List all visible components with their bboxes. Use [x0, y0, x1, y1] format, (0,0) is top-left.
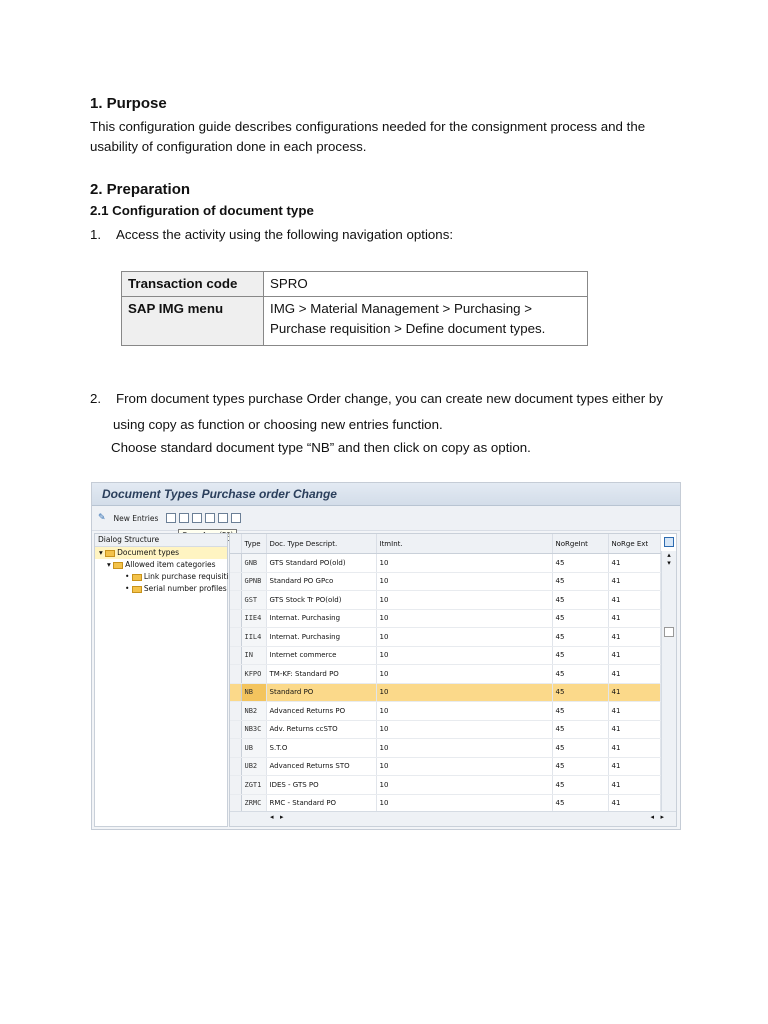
undo-icon[interactable] [192, 513, 202, 523]
row-selector[interactable] [230, 720, 241, 739]
column-header-number-range-internal[interactable]: NoRgeInt [552, 534, 608, 554]
folder-open-icon [105, 550, 115, 557]
nav-key: SAP IMG menu [122, 297, 264, 346]
cell-number-range-external[interactable]: 41 [608, 609, 660, 628]
horizontal-scrollbar[interactable] [230, 811, 676, 826]
cell-number-range-internal[interactable]: 45 [552, 683, 608, 702]
cell-type[interactable]: KFPO [241, 665, 266, 684]
table-row[interactable] [230, 665, 660, 684]
expand-arrow-icon[interactable]: ▾ [99, 548, 103, 557]
column-header-type[interactable]: Type [241, 534, 266, 554]
table-row[interactable] [230, 609, 660, 628]
vertical-scrollbar[interactable] [661, 551, 676, 825]
cell-type[interactable]: NB3C [241, 720, 266, 739]
scroll-right-icon[interactable]: ▸ [660, 813, 664, 821]
cell-description[interactable]: Internet commerce [266, 646, 376, 665]
cell-description[interactable]: TM-KF: Standard PO [266, 665, 376, 684]
cell-item-interval[interactable]: 10 [376, 720, 552, 739]
tree-item-link-purchase-requisition[interactable] [95, 571, 227, 583]
step-1 [90, 227, 453, 242]
cell-number-range-internal[interactable]: 45 [552, 757, 608, 776]
cell-description[interactable]: Standard PO [266, 683, 376, 702]
cell-number-range-internal[interactable]: 45 [552, 591, 608, 610]
column-header-number-range-external[interactable]: NoRge Ext [608, 534, 660, 554]
cell-type[interactable]: IIE4 [241, 609, 266, 628]
copy-as-icon[interactable] [166, 513, 176, 523]
cell-description[interactable]: Internat. Purchasing [266, 609, 376, 628]
sap-screenshot [91, 482, 681, 830]
step-2-continuation: using copy as function or choosing new entries function. [113, 417, 443, 432]
nav-key: Transaction code [122, 272, 264, 297]
expand-arrow-icon[interactable]: ▾ [107, 560, 111, 569]
cell-description[interactable]: GTS Stock Tr PO(old) [266, 591, 376, 610]
table-row [122, 272, 588, 297]
purpose-text: This configuration guide describes configurations needed for the consignment process and the usability of configuration done in each process. [90, 119, 646, 154]
tree-item-allowed-item-categories[interactable] [95, 559, 227, 571]
cell-item-interval[interactable]: 10 [376, 609, 552, 628]
table-row[interactable] [230, 794, 660, 813]
select-block-icon[interactable] [218, 513, 228, 523]
cell-type[interactable]: GPNB [241, 572, 266, 591]
cell-item-interval[interactable]: 10 [376, 665, 552, 684]
tree-item-label: Document types [117, 548, 180, 557]
delete-icon[interactable] [179, 513, 189, 523]
cell-type[interactable]: ZRMC [241, 794, 266, 813]
table-row[interactable] [230, 776, 660, 795]
cell-number-range-external[interactable]: 41 [608, 628, 660, 647]
scroll-left-icon[interactable]: ◂ [270, 813, 274, 821]
cell-type[interactable]: IN [241, 646, 266, 665]
cell-number-range-external[interactable]: 41 [608, 665, 660, 684]
cell-type[interactable]: NB [241, 683, 266, 702]
scroll-up-icon[interactable]: ▴ [667, 551, 671, 559]
cell-number-range-external[interactable]: 41 [608, 591, 660, 610]
row-selector[interactable] [230, 794, 241, 813]
column-header-item-interval[interactable]: ItmInt. [376, 534, 552, 554]
step-2 [90, 386, 690, 438]
row-selector[interactable] [230, 739, 241, 758]
select-all-icon[interactable] [205, 513, 215, 523]
sap-window-title: Document Types Purchase order Change [92, 483, 680, 506]
row-selector[interactable] [230, 646, 241, 665]
step-2-text: From document types purchase Order change, you can create new document types either by [116, 391, 663, 406]
cell-number-range-external[interactable]: 41 [608, 757, 660, 776]
step-1-text: Access the activity using the following navigation options: [116, 227, 454, 242]
bullet-icon: • [125, 584, 130, 593]
cell-type[interactable]: IIL4 [241, 628, 266, 647]
cell-item-interval[interactable]: 10 [376, 591, 552, 610]
row-selector[interactable] [230, 702, 241, 721]
table-row[interactable] [230, 591, 660, 610]
deselect-all-icon[interactable] [231, 513, 241, 523]
row-selector[interactable] [230, 776, 241, 795]
cell-number-range-external[interactable]: 41 [608, 572, 660, 591]
cell-number-range-internal[interactable]: 45 [552, 628, 608, 647]
cell-type[interactable]: ZGT1 [241, 776, 266, 795]
cell-number-range-internal[interactable]: 45 [552, 554, 608, 573]
cell-number-range-external[interactable]: 41 [608, 683, 660, 702]
scroll-thumb[interactable] [664, 627, 674, 637]
cell-number-range-internal[interactable]: 45 [552, 702, 608, 721]
cell-number-range-internal[interactable]: 45 [552, 720, 608, 739]
cell-description[interactable]: GTS Standard PO(old) [266, 554, 376, 573]
cell-description[interactable]: Standard PO GPco [266, 572, 376, 591]
cell-number-range-external[interactable]: 41 [608, 739, 660, 758]
cell-number-range-internal[interactable]: 45 [552, 609, 608, 628]
tree-item-serial-number-profiles[interactable] [95, 583, 227, 595]
cell-number-range-external[interactable]: 41 [608, 554, 660, 573]
tree-item-label: Allowed item categories [125, 560, 216, 569]
table-settings-icon[interactable] [664, 537, 674, 547]
tree-item-label: Serial number profiles [143, 584, 227, 593]
column-header-description[interactable]: Doc. Type Descript. [266, 534, 376, 554]
cell-item-interval[interactable]: 10 [376, 683, 552, 702]
cell-type[interactable]: GNB [241, 554, 266, 573]
cell-type[interactable]: UB2 [241, 757, 266, 776]
sap-toolbar [92, 506, 680, 531]
table-row[interactable] [230, 720, 660, 739]
purpose-heading: 1. Purpose [90, 95, 167, 112]
cell-number-range-internal[interactable]: 45 [552, 776, 608, 795]
cell-description[interactable]: Advanced Returns PO [266, 702, 376, 721]
table-row[interactable] [230, 702, 660, 721]
step-2-number: 2. [90, 391, 102, 406]
table-row[interactable] [230, 739, 660, 758]
cell-item-interval[interactable]: 10 [376, 702, 552, 721]
cell-item-interval[interactable]: 10 [376, 572, 552, 591]
row-selector[interactable] [230, 572, 241, 591]
cell-item-interval[interactable]: 10 [376, 757, 552, 776]
table-row[interactable] [230, 554, 660, 573]
cell-number-range-internal[interactable]: 45 [552, 739, 608, 758]
scroll-left-icon[interactable]: ◂ [650, 813, 654, 821]
cell-description[interactable]: Advanced Returns STO [266, 757, 376, 776]
folder-icon [132, 574, 142, 581]
row-selector[interactable] [230, 757, 241, 776]
cell-description[interactable]: RMC - Standard PO [266, 794, 376, 813]
folder-icon [113, 562, 123, 569]
dialog-structure-header: Dialog Structure [95, 534, 227, 547]
cell-number-range-internal[interactable]: 45 [552, 646, 608, 665]
cell-description[interactable]: IDES - GTS PO [266, 776, 376, 795]
dialog-structure-panel [94, 533, 228, 827]
cell-number-range-external[interactable]: 41 [608, 646, 660, 665]
cell-number-range-internal[interactable]: 45 [552, 572, 608, 591]
preparation-heading: 2. Preparation [90, 181, 191, 198]
tree-item-document-types[interactable] [95, 547, 227, 559]
cell-description[interactable]: S.T.O [266, 739, 376, 758]
scroll-right-icon[interactable]: ▸ [280, 813, 284, 821]
cell-type[interactable]: GST [241, 591, 266, 610]
table-row[interactable] [230, 757, 660, 776]
table-row[interactable] [230, 572, 660, 591]
cell-item-interval[interactable]: 10 [376, 646, 552, 665]
step-2-note: Choose standard document type “NB” and then click on copy as option. [111, 440, 531, 455]
row-selector[interactable] [230, 628, 241, 647]
row-selector[interactable] [230, 683, 241, 702]
row-selector[interactable] [230, 609, 241, 628]
cell-description[interactable]: Adv. Returns ccSTO [266, 720, 376, 739]
document-types-table [229, 533, 677, 827]
cell-item-interval[interactable]: 10 [376, 794, 552, 813]
change-display-icon[interactable]: ✎ [98, 513, 106, 523]
row-selector-header[interactable] [230, 534, 241, 554]
cell-number-range-external[interactable]: 41 [608, 794, 660, 813]
cell-item-interval[interactable]: 10 [376, 739, 552, 758]
cell-number-range-external[interactable]: 41 [608, 720, 660, 739]
table-row[interactable] [230, 683, 660, 702]
step-1-number: 1. [90, 227, 102, 242]
cell-number-range-internal[interactable]: 45 [552, 794, 608, 813]
cell-number-range-internal[interactable]: 45 [552, 665, 608, 684]
row-selector[interactable] [230, 554, 241, 573]
subsection-heading: 2.1 Configuration of document type [90, 203, 314, 218]
row-selector[interactable] [230, 591, 241, 610]
folder-icon [132, 586, 142, 593]
cell-item-interval[interactable]: 10 [376, 628, 552, 647]
nav-value: SPRO [264, 272, 588, 297]
nav-value: IMG > Material Management > Purchasing > Purchase requisition > Define document types. [264, 297, 588, 346]
row-selector[interactable] [230, 665, 241, 684]
cell-item-interval[interactable]: 10 [376, 554, 552, 573]
tree-item-label: Link purchase requisiti [143, 572, 229, 581]
cell-type[interactable]: UB [241, 739, 266, 758]
cell-type[interactable]: NB2 [241, 702, 266, 721]
new-entries-button[interactable]: New Entries [113, 513, 159, 523]
table-header-row [230, 534, 660, 554]
cell-number-range-external[interactable]: 41 [608, 702, 660, 721]
cell-number-range-external[interactable]: 41 [608, 776, 660, 795]
bullet-icon: • [125, 572, 130, 581]
table-row[interactable] [230, 646, 660, 665]
navigation-options-table [121, 271, 588, 346]
table-row [122, 297, 588, 346]
cell-item-interval[interactable]: 10 [376, 776, 552, 795]
table-row[interactable] [230, 628, 660, 647]
scroll-down-icon[interactable]: ▾ [667, 559, 671, 567]
cell-description[interactable]: Internat. Purchasing [266, 628, 376, 647]
